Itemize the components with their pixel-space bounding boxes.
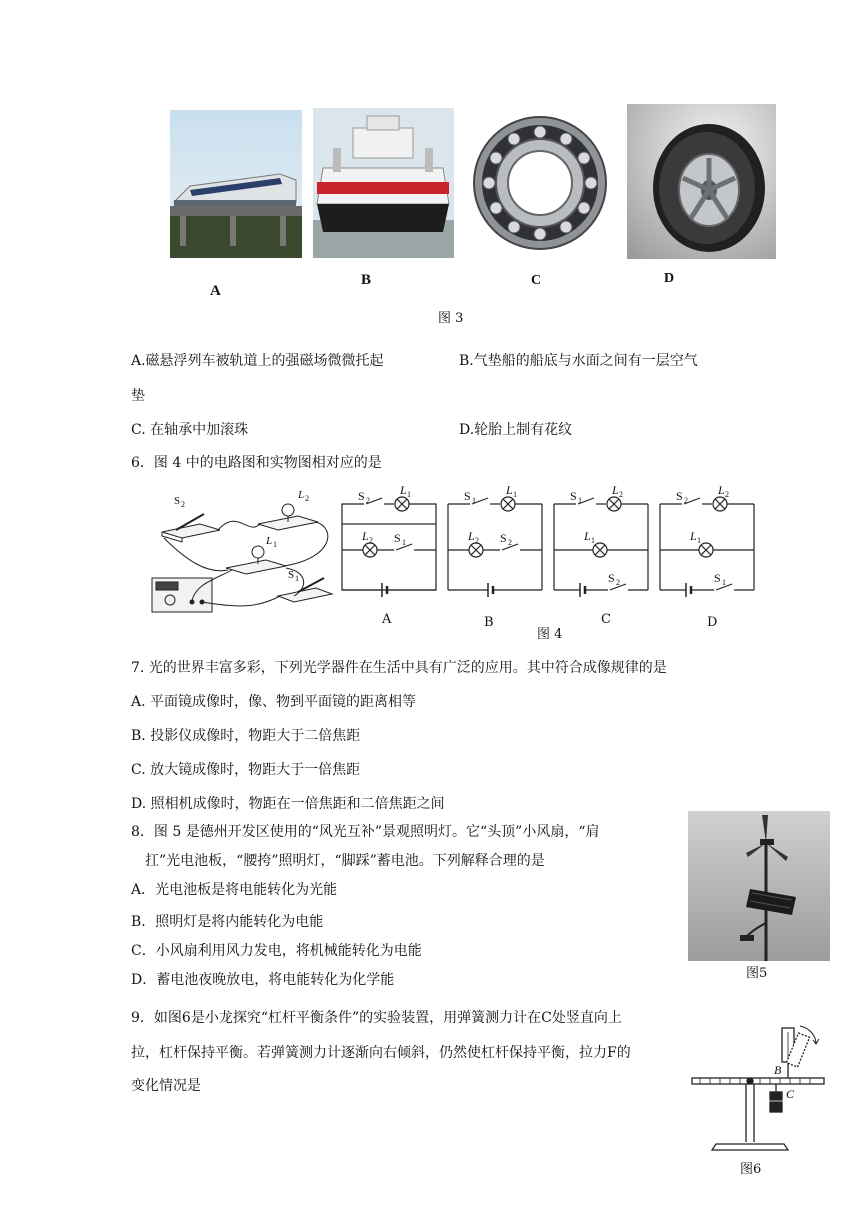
svg-text:2: 2 xyxy=(181,500,185,509)
svg-text:L: L xyxy=(362,529,369,543)
q8-option-d: D．蓄电池夜晚放电，将电能转化为化学能 xyxy=(131,972,395,988)
q9-stem-line3: 变化情况是 xyxy=(131,1078,201,1094)
physical-circuit-drawing xyxy=(148,488,338,618)
wind-solar-lamp-photo xyxy=(688,811,830,961)
svg-text:S: S xyxy=(500,531,507,545)
maglev-train-photo xyxy=(170,110,302,258)
q8-option-a: A．光电池板是将电能转化为光能 xyxy=(131,882,338,898)
circuit-diagrams xyxy=(338,483,758,608)
q5-option-a-wrap: 垫 xyxy=(131,388,145,404)
svg-text:L: L xyxy=(718,483,725,497)
lever-apparatus-drawing xyxy=(688,1018,830,1154)
svg-text:1: 1 xyxy=(472,496,476,505)
svg-text:1: 1 xyxy=(295,574,299,583)
q7-stem: 7. 光的世界丰富多彩，下列光学器件在生活中具有广泛的应用。其中符合成像规律的是 xyxy=(131,660,667,676)
fig3-label-c: C xyxy=(531,273,542,288)
svg-text:S: S xyxy=(174,495,181,507)
svg-text:L: L xyxy=(506,483,513,497)
svg-text:S: S xyxy=(358,489,365,503)
circuit-label-c: C xyxy=(601,612,611,627)
lever-point-c: C xyxy=(786,1087,795,1101)
svg-text:2: 2 xyxy=(508,538,512,547)
svg-text:2: 2 xyxy=(369,536,373,545)
circuit-label-a: A xyxy=(382,612,392,627)
svg-text:2: 2 xyxy=(475,536,479,545)
fig4-caption: 图 4 xyxy=(537,627,563,642)
svg-text:L: L xyxy=(400,483,407,497)
svg-text:S: S xyxy=(288,569,295,581)
svg-text:L: L xyxy=(468,529,475,543)
q8-stem-line2: 扛”光电池板，“腰挎”照明灯，“脚踩”蓄电池。下列解释合理的是 xyxy=(145,853,545,869)
q5-option-d: D.轮胎上制有花纹 xyxy=(459,422,573,438)
svg-text:L: L xyxy=(584,529,591,543)
lever-point-b: B xyxy=(774,1063,782,1077)
svg-text:1: 1 xyxy=(407,490,411,499)
svg-text:1: 1 xyxy=(591,536,595,545)
svg-text:1: 1 xyxy=(402,538,406,547)
svg-text:1: 1 xyxy=(697,536,701,545)
svg-text:1: 1 xyxy=(578,496,582,505)
svg-text:1: 1 xyxy=(513,490,517,499)
tire-photo xyxy=(627,104,776,259)
q8-stem-line1: 8．图 5 是德州开发区使用的“风光互补”景观照明灯。它“头顶”小风扇，“肩 xyxy=(131,824,600,840)
svg-text:L: L xyxy=(612,483,619,497)
q7-option-d: D. 照相机成像时，物距在一倍焦距和二倍焦距之间 xyxy=(131,796,445,812)
circuit-b xyxy=(448,497,542,597)
fig3-caption: 图 3 xyxy=(438,311,464,326)
fig3-label-a: A xyxy=(210,283,221,299)
svg-text:2: 2 xyxy=(616,578,620,587)
q7-option-b: B. 投影仪成像时，物距大于二倍焦距 xyxy=(131,728,361,744)
svg-text:S: S xyxy=(394,531,401,545)
circuit-a xyxy=(342,497,436,597)
circuit-d xyxy=(660,497,754,597)
q9-stem-line1: 9．如图6是小龙探究“杠杆平衡条件”的实验装置，用弹簧测力计在C处竖直向上 xyxy=(131,1010,622,1026)
circuit-label-d: D xyxy=(707,615,718,630)
fig6-caption: 图6 xyxy=(740,1162,762,1177)
circuit-c xyxy=(554,497,648,597)
svg-text:L: L xyxy=(690,529,697,543)
svg-text:2: 2 xyxy=(684,496,688,505)
svg-text:S: S xyxy=(608,571,615,585)
q5-option-c: C. 在轴承中加滚珠 xyxy=(131,422,249,438)
svg-text:S: S xyxy=(570,489,577,503)
fig5-caption: 图5 xyxy=(746,966,768,981)
svg-text:1: 1 xyxy=(273,540,277,549)
q8-option-b: B．照明灯是将内能转化为电能 xyxy=(131,914,324,930)
fig3-label-d: D xyxy=(664,271,675,286)
ball-bearing-photo xyxy=(468,105,612,260)
q6-stem: 6．图 4 中的电路图和实物图相对应的是 xyxy=(131,455,382,471)
svg-text:2: 2 xyxy=(725,490,729,499)
svg-text:S: S xyxy=(714,571,721,585)
svg-text:L: L xyxy=(298,489,305,501)
q7-option-c: C. 放大镜成像时，物距大于一倍焦距 xyxy=(131,762,361,778)
svg-text:2: 2 xyxy=(305,494,309,503)
circuit-label-b: B xyxy=(484,615,494,630)
q8-option-c: C．小风扇利用风力发电，将机械能转化为电能 xyxy=(131,943,422,959)
svg-text:1: 1 xyxy=(722,578,726,587)
q9-stem-line2: 拉，杠杆保持平衡。若弹簧测力计逐渐向右倾斜，仍然使杠杆保持平衡，拉力F的 xyxy=(131,1045,631,1061)
svg-text:2: 2 xyxy=(619,490,623,499)
q7-option-a: A. 平面镜成像时，像、物到平面镜的距离相等 xyxy=(131,694,417,710)
q5-option-a: A.磁悬浮列车被轨道上的强磁场微微托起 xyxy=(131,353,384,369)
svg-text:S: S xyxy=(676,489,683,503)
svg-text:2: 2 xyxy=(366,496,370,505)
svg-text:S: S xyxy=(464,489,471,503)
svg-text:L: L xyxy=(266,535,273,547)
q5-option-b: B.气垫船的船底与水面之间有一层空气 xyxy=(459,353,698,369)
hovercraft-photo xyxy=(313,108,454,258)
fig3-label-b: B xyxy=(361,272,372,288)
